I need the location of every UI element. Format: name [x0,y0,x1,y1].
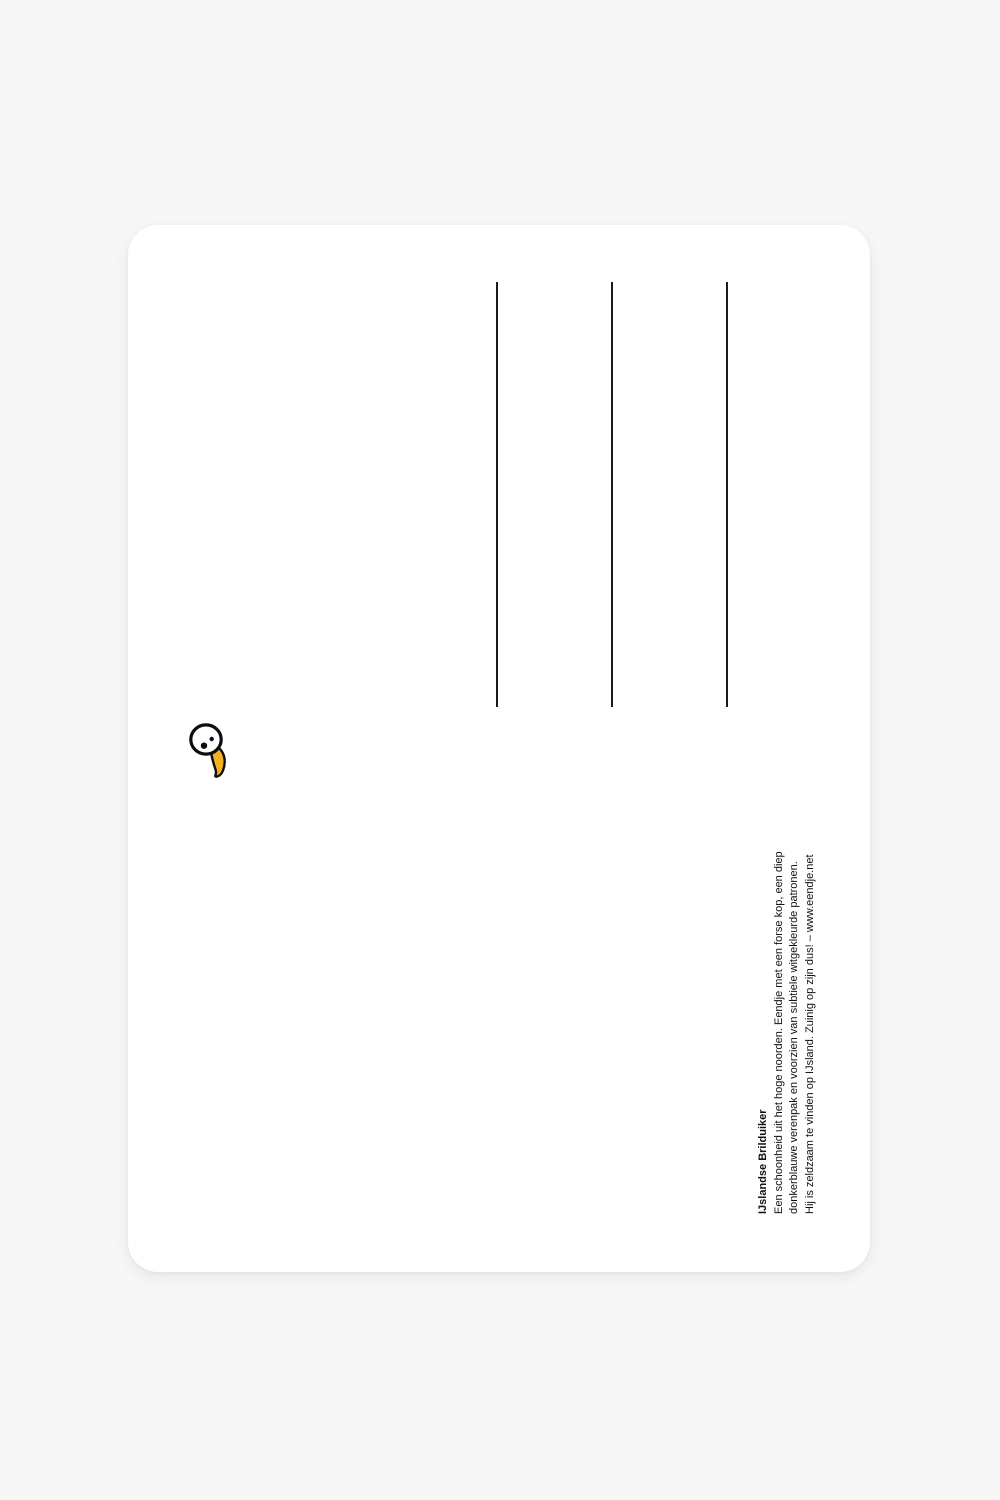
caption-line: Een schoonheid uit het hoge noorden. Eendje met een forse kop, een diep [772,851,785,1214]
duck-eye-large-icon [201,743,207,749]
caption-title: IJslandse Brilduiker [757,1109,769,1214]
address-line [726,282,728,707]
duck-logo [178,715,238,790]
caption-block [756,814,820,1214]
caption-line: Hij is zeldzaam te vinden op IJsland. Zuinig op zijn dus! – www.eendje.net [803,854,816,1214]
duck-eye-icon [210,737,214,741]
address-line [496,282,498,707]
duck-head [191,725,221,754]
caption-line: donkerblauwe verenpak en voorzien van subtiele witgekleurde patronen. [788,861,800,1214]
address-line [611,282,613,707]
postcard [128,225,870,1272]
